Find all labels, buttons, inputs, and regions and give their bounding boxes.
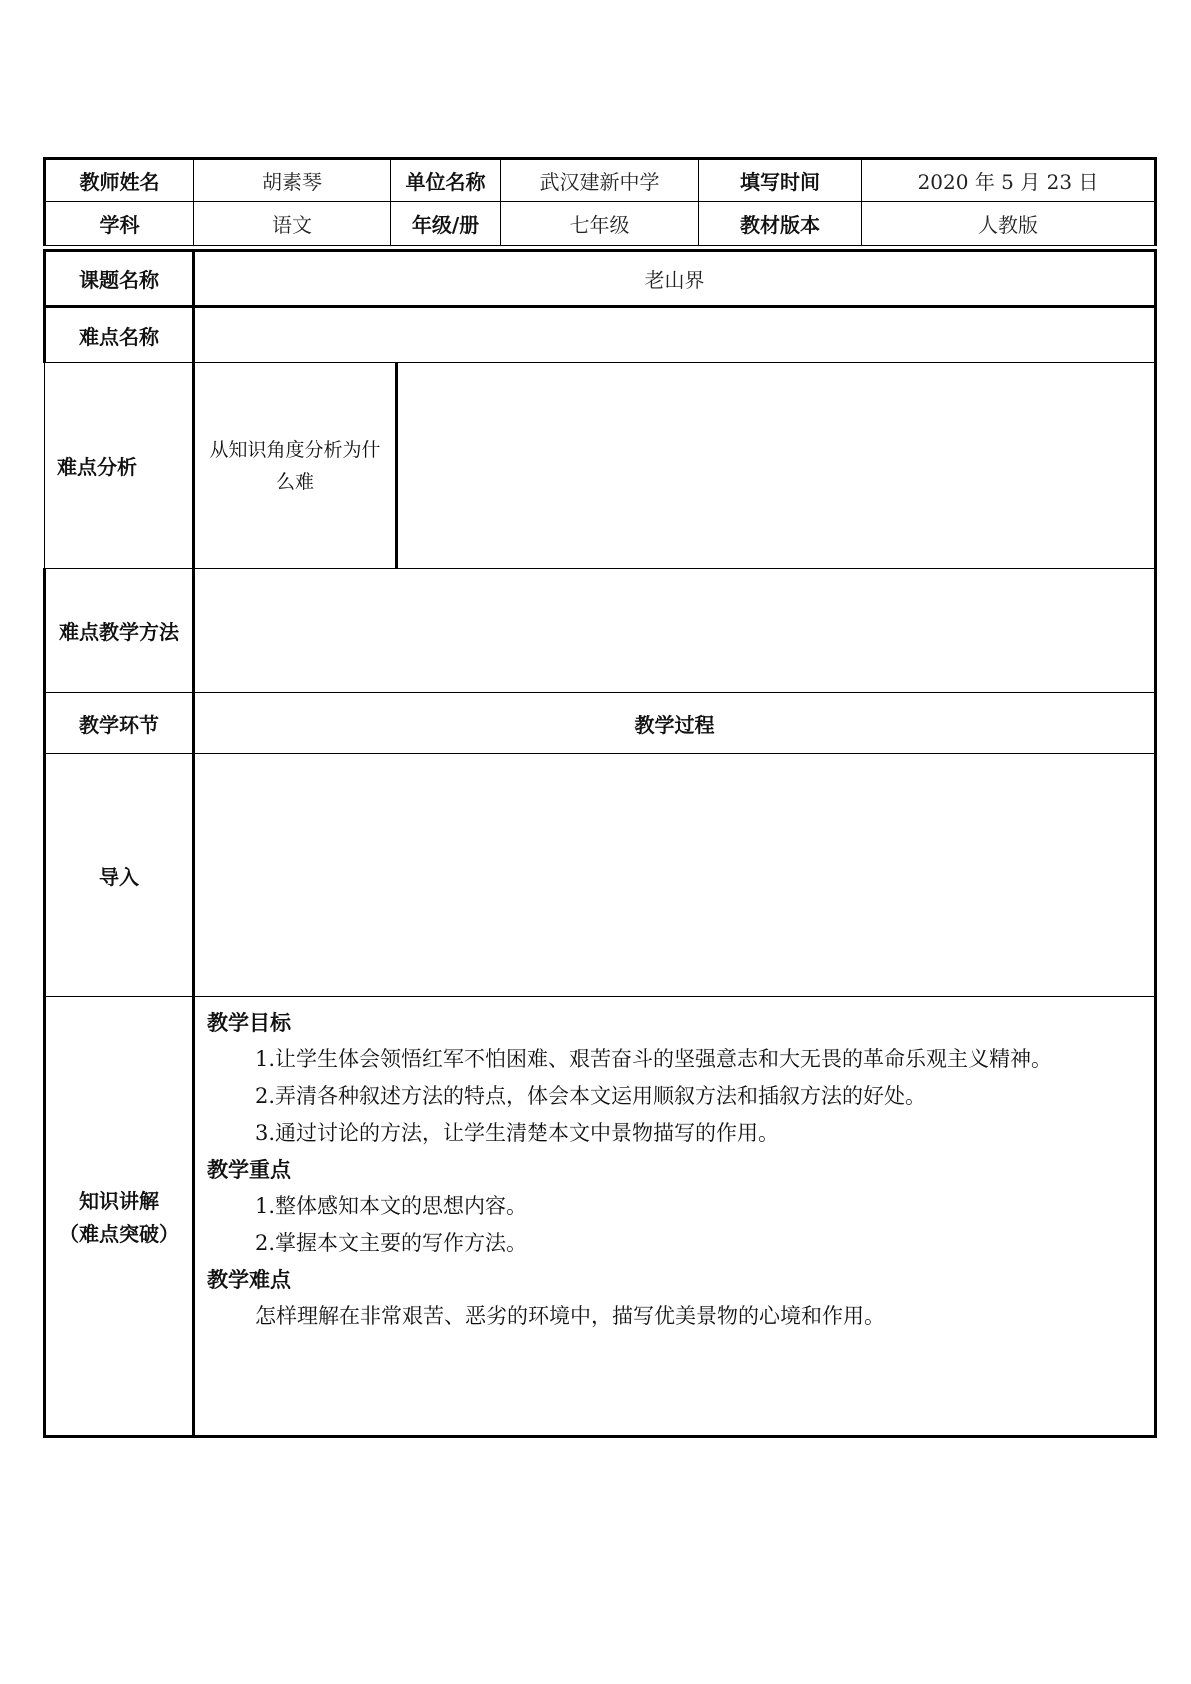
date-value: 2020 年 5 月 23 日	[862, 159, 1156, 202]
difficulty-analysis-value	[397, 363, 1156, 569]
process-label: 教学过程	[194, 693, 1156, 754]
knowledge-label	[45, 997, 194, 1437]
main-table	[43, 249, 1157, 1438]
hard-heading: 教学难点	[207, 1268, 291, 1292]
subject-value: 语文	[194, 202, 391, 246]
teaching-method-value	[194, 569, 1156, 693]
teaching-method-label: 难点教学方法	[45, 569, 194, 693]
difficulty-analysis-label: 难点分析	[45, 363, 194, 569]
goal-item: 3.通过讨论的方法，让学生清楚本文中景物描写的作用。	[255, 1121, 780, 1145]
knowledge-label-line1: 知识讲解	[79, 1189, 159, 1213]
knowledge-content	[194, 997, 1156, 1437]
stage-label: 教学环节	[45, 693, 194, 754]
unit-label: 单位名称	[391, 159, 501, 202]
goal-item: 1.让学生体会领悟红军不怕困难、艰苦奋斗的坚强意志和大无畏的革命乐观主义精神。	[255, 1047, 1053, 1071]
unit-value: 武汉建新中学	[501, 159, 699, 202]
goals-heading: 教学目标	[207, 1011, 291, 1035]
date-label: 填写时间	[699, 159, 862, 202]
focus-heading: 教学重点	[207, 1158, 291, 1182]
focus-item: 1.整体感知本文的思想内容。	[255, 1194, 528, 1218]
grade-value: 七年级	[501, 202, 699, 246]
difficulty-name-value	[194, 307, 1156, 363]
hard-item: 怎样理解在非常艰苦、恶劣的环境中，描写优美景物的心境和作用。	[255, 1304, 885, 1328]
header-table	[43, 157, 1157, 246]
grade-label: 年级/册	[391, 202, 501, 246]
focus-item: 2.掌握本文主要的写作方法。	[255, 1231, 528, 1255]
lesson-plan-form	[43, 157, 1154, 1438]
difficulty-analysis-sub-label: 从知识角度分析为什么难	[194, 363, 397, 569]
difficulty-name-label: 难点名称	[45, 307, 194, 363]
knowledge-label-line2: （难点突破）	[59, 1222, 179, 1246]
goal-item: 2.弄清各种叙述方法的特点，体会本文运用顺叙方法和插叙方法的好处。	[255, 1084, 927, 1108]
edition-label: 教材版本	[699, 202, 862, 246]
intro-label: 导入	[45, 754, 194, 997]
topic-label: 课题名称	[45, 251, 194, 307]
edition-value: 人教版	[862, 202, 1156, 246]
subject-label: 学科	[45, 202, 194, 246]
teacher-value: 胡素琴	[194, 159, 391, 202]
topic-value: 老山界	[194, 251, 1156, 307]
intro-value	[194, 754, 1156, 997]
teacher-label: 教师姓名	[45, 159, 194, 202]
